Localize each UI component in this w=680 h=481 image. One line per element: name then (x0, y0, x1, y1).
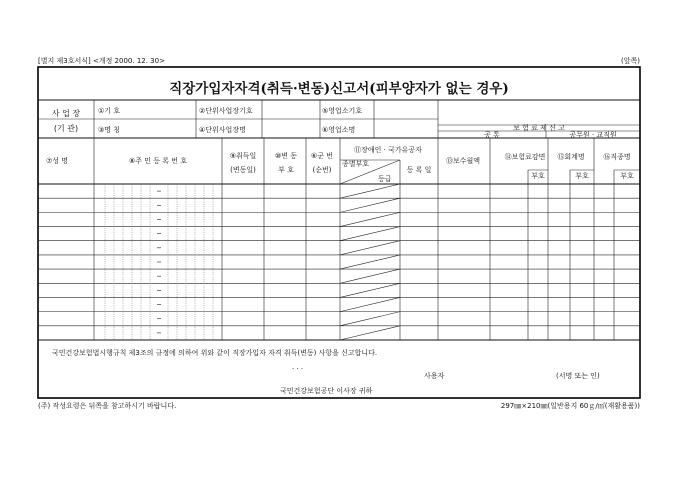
insurance-header (438, 123, 640, 139)
signature-label: (서명 또는 인) (556, 372, 600, 380)
form-title: 직장가입자자격(취득·변동)신고서(피부양자가 없는 경우) (169, 81, 509, 97)
unit-name-label: ④단위사업장명 (199, 126, 246, 134)
col-grade: 등급 (378, 175, 392, 183)
insurance-common: 공 통 (484, 131, 500, 139)
col-account-code: 부호 (575, 172, 589, 180)
office-symbol-label: ⑤영업소기호 (322, 107, 363, 115)
col-change-code: ⑩변 동 (274, 152, 298, 160)
insurance-title: 보 험 료 제 신 고 (513, 124, 565, 132)
page-side: (앞쪽) (621, 57, 640, 65)
employer-label-sub: (기 관) (53, 124, 79, 133)
declaration-text: 국민건강보험법시행규칙 제3조의 규정에 의하여 위와 같이 직장가입자 자격 취득(변동) 사항을 신고합니다. (52, 349, 378, 357)
data-grid (38, 138, 640, 340)
col-reg-date: 등 록 일 (406, 166, 432, 174)
declaration-section (52, 348, 600, 395)
paper-spec: 297㎜×210㎜(일반용지 60ｇ/㎡(재활용품)) (500, 402, 640, 410)
col-rrn: ⑧주 민 등 록 번 호 (129, 157, 187, 165)
form-number: [별지 제3호서식] <개정 2000. 12. 30> (38, 57, 165, 65)
col-job-code: 부호 (620, 172, 634, 180)
employer-label: 사 업 장 (51, 109, 81, 118)
insurance-public: 공무원 · 교직원 (569, 131, 617, 139)
col-account: ⑮회계명 (557, 153, 585, 161)
col-change-code-sub: 부 호 (278, 166, 294, 174)
name-label: ③명 칭 (98, 126, 121, 134)
col-military: ⑥군 번 (310, 152, 334, 160)
office-name-label: ⑥영업소명 (322, 126, 356, 134)
col-name: ⑦성 명 (46, 157, 69, 165)
footnote: (주) 작성요령은 뒤쪽을 참고하시기 바랍니다. (38, 402, 177, 410)
col-acq-date-sub: (변동일) (230, 166, 256, 174)
col-reduction-code: 부호 (531, 172, 545, 180)
employer-sign-label: 사용자 (424, 372, 445, 380)
date-marks: . . . (292, 363, 304, 371)
unit-symbol-label: ②단위사업장기호 (199, 107, 253, 115)
col-military-sub: (순번) (312, 166, 332, 174)
col-type-code: 종별부호 (342, 160, 370, 168)
col-reduction: ⑭보험료감면 (504, 153, 546, 161)
employer-section (38, 100, 438, 138)
symbol-label: ①기 호 (98, 107, 121, 115)
col-disabled: ⑪장애인 · 국가유공자 (354, 146, 422, 154)
col-job: ⑯직종명 (603, 153, 631, 161)
col-monthly-pay: ⑬보수월액 (445, 157, 481, 165)
col-acq-date: ⑨취득일 (229, 152, 257, 160)
recipient: 국민건강보험공단 이사장 귀하 (280, 387, 373, 395)
